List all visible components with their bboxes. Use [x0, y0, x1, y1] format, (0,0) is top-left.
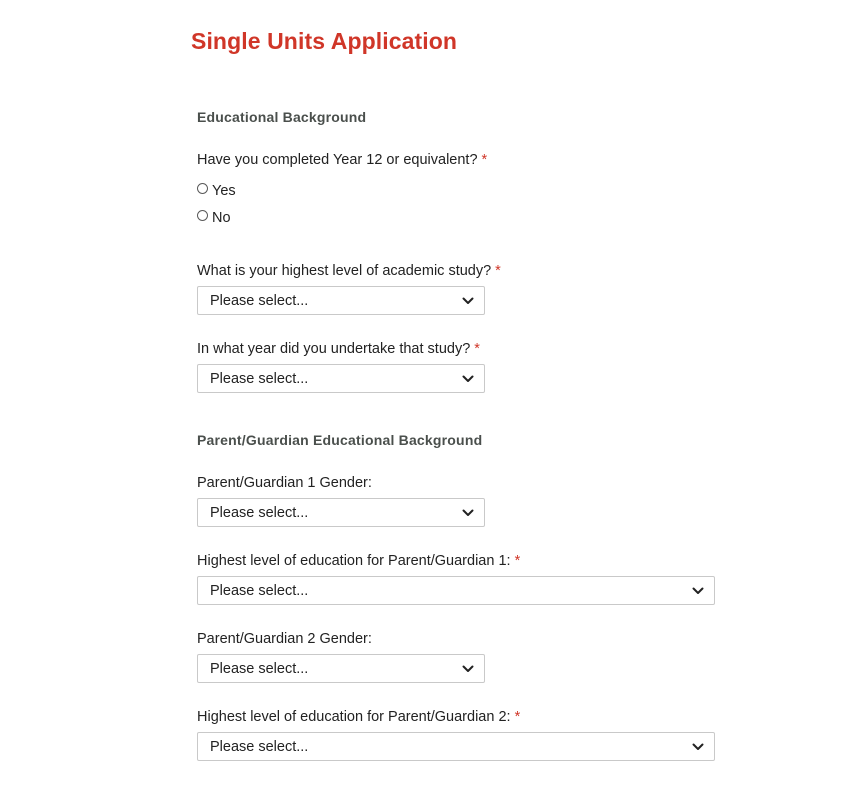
- p1-education-label: [197, 553, 520, 569]
- required-marker: *: [481, 152, 488, 168]
- p1-education-select[interactable]: [197, 576, 715, 605]
- p1-education-select-value: Please select...: [210, 582, 309, 599]
- study-year-label: [197, 341, 480, 357]
- p2-gender-text: Parent/Guardian 2 Gender:: [197, 631, 372, 647]
- p1-education-text: Highest level of education for Parent/Guardian 1:: [197, 553, 511, 569]
- radio-no[interactable]: [197, 210, 208, 221]
- required-marker: *: [474, 341, 480, 357]
- required-marker: *: [514, 553, 521, 569]
- p1-gender-text: Parent/Guardian 1 Gender:: [197, 475, 372, 491]
- chevron-down-icon: [462, 509, 474, 517]
- chevron-down-icon: [462, 297, 474, 305]
- highest-level-label: [197, 263, 501, 279]
- chevron-down-icon: [462, 375, 474, 383]
- section-heading-educational-background: Educational Background: [197, 109, 367, 125]
- p2-education-select-value: Please select...: [210, 738, 309, 755]
- chevron-down-icon: [692, 743, 704, 751]
- p2-gender-select[interactable]: [197, 654, 485, 683]
- p2-education-label: [197, 709, 520, 725]
- radio-no-label[interactable]: No: [212, 210, 231, 226]
- study-year-select-value: Please select...: [210, 370, 309, 387]
- chevron-down-icon: [692, 587, 704, 595]
- highest-level-select-value: Please select...: [210, 292, 309, 309]
- highest-level-text: What is your highest level of academic study?: [197, 263, 492, 279]
- p1-gender-label: [197, 475, 372, 491]
- year12-question-label: [197, 152, 487, 168]
- year12-option-no[interactable]: [197, 210, 231, 226]
- required-marker: *: [514, 709, 521, 725]
- radio-yes-label[interactable]: Yes: [212, 183, 236, 199]
- radio-yes[interactable]: [197, 183, 208, 194]
- study-year-text: In what year did you undertake that study?: [197, 341, 471, 357]
- section-heading-parent-background: Parent/Guardian Educational Background: [197, 432, 483, 448]
- year12-question-text: Have you completed Year 12 or equivalent?: [197, 152, 478, 168]
- p2-gender-select-value: Please select...: [210, 660, 309, 677]
- page-title: Single Units Application: [191, 28, 458, 54]
- chevron-down-icon: [462, 665, 474, 673]
- highest-level-select[interactable]: [197, 286, 485, 315]
- required-marker: *: [495, 263, 501, 279]
- p1-gender-select-value: Please select...: [210, 504, 309, 521]
- p2-education-text: Highest level of education for Parent/Guardian 2:: [197, 709, 511, 725]
- study-year-select[interactable]: [197, 364, 485, 393]
- p2-gender-label: [197, 631, 372, 647]
- year12-option-yes[interactable]: [197, 183, 236, 199]
- p1-gender-select[interactable]: [197, 498, 485, 527]
- p2-education-select[interactable]: [197, 732, 715, 761]
